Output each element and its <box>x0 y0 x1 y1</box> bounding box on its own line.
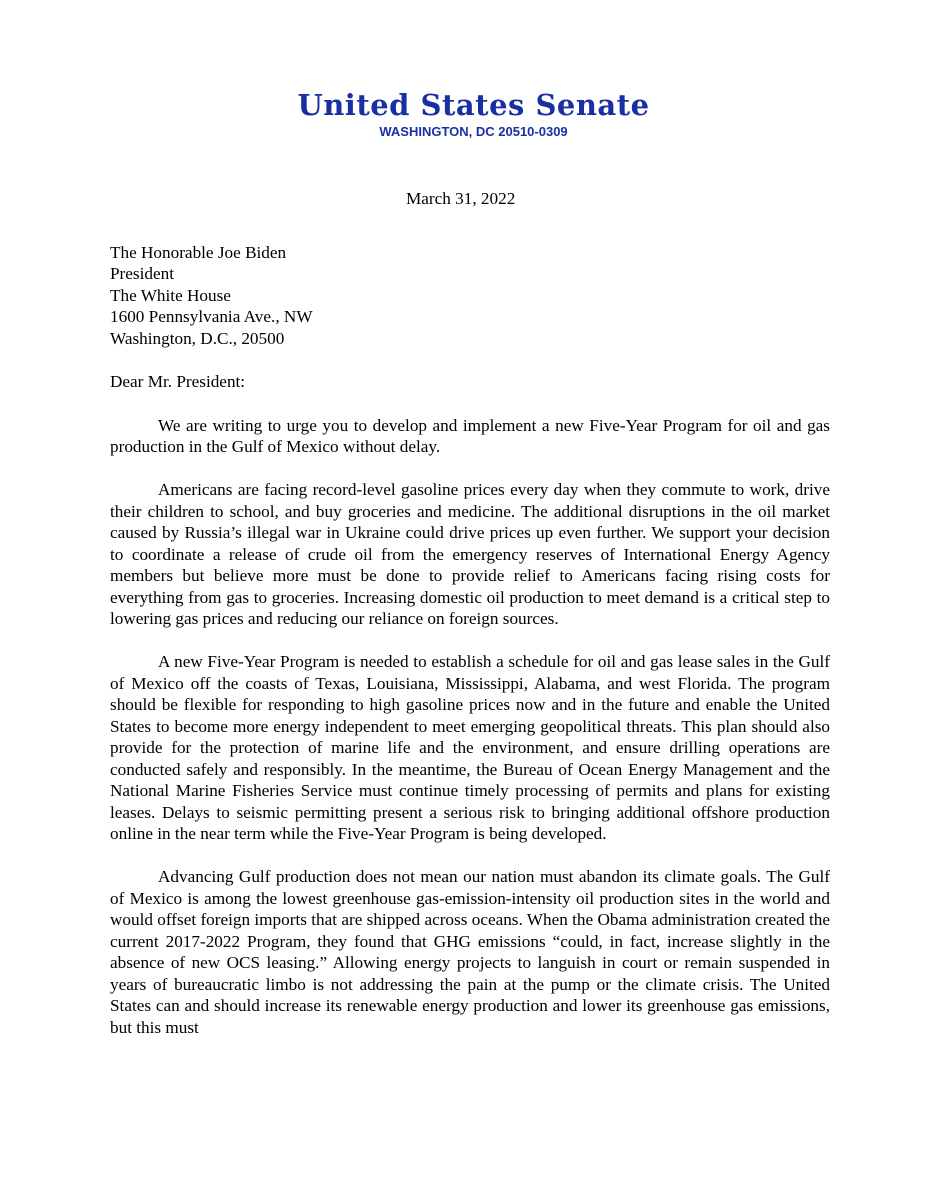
letterhead <box>0 88 927 140</box>
recipient-name: The Honorable Joe Biden <box>110 242 287 262</box>
senate-wordmark: United States Senate <box>297 88 650 122</box>
recipient-street: 1600 Pennsylvania Ave., NW <box>110 307 313 326</box>
recipient-address <box>110 242 830 350</box>
body-paragraph: A new Five-Year Program is needed to establish a schedule for oil and gas lease sales in the Gulf of Mexico off the coasts of Texas, Louisiana, Mississippi, Alabama, and west Florida. The program should be flexible for responding to high gasoline prices now and in the future and enable the United States to become more energy independent to meet emerging geopolitical threats. This plan should also provide for the protection of marine life and the environment, and ensure drilling operations are conducted safely and responsibly. In the meantime, the Bureau of Ocean Energy Management and the National Marine Fisheries Service must continue timely processing of permits and plans for existing leases. Delays to seismic permitting present a serious risk to bringing additional offshore production online in the near term while the Five-Year Program is being developed. <box>110 652 830 843</box>
letter-body <box>110 188 830 1038</box>
body-paragraph: Americans are facing record-level gasoline prices every day when they commute to work, drive their children to school, and buy groceries and medicine. The additional disruptions in the oil market caused by Russia’s illegal war in Ukraine could drive prices up even further. We support your decision to coordinate a release of crude oil from the emergency reserves of International Energy Agency members but believe more must be done to provide relief to Americans facing rising costs for everything from gas to groceries. Increasing domestic oil production to meet demand is a critical step to lowering gas prices and reducing our reliance on foreign sources. <box>110 480 830 628</box>
senate-address: WASHINGTON, DC 20510-0309 <box>379 124 568 139</box>
recipient-title: President <box>110 264 174 283</box>
recipient-city: Washington, D.C., 20500 <box>110 328 285 348</box>
body-paragraph: We are writing to urge you to develop and implement a new Five-Year Program for oil and gas production in the Gulf of Mexico without delay. <box>110 415 830 456</box>
recipient-office: The White House <box>110 285 231 305</box>
letter-date: March 31, 2022 <box>406 189 516 208</box>
body-paragraph: Advancing Gulf production does not mean our nation must abandon its climate goals. The Gulf of Mexico is among the lowest greenhouse gas-emission-intensity oil production sites in the world and would offset foreign imports that are shipped across oceans. When the Obama administration created the current 2017-2022 Program, they found that GHG emissions “could, in fact, increase slightly in the absence of new OCS leasing.” Allowing energy projects to languish in court or remain suspended in years of bureaucratic limbo is not addressing the pain at the pump or the climate crisis. The United States can and should increase its renewable energy production and lower its greenhouse gas emissions, but this must <box>110 867 830 1037</box>
salutation: Dear Mr. President: <box>110 372 246 391</box>
